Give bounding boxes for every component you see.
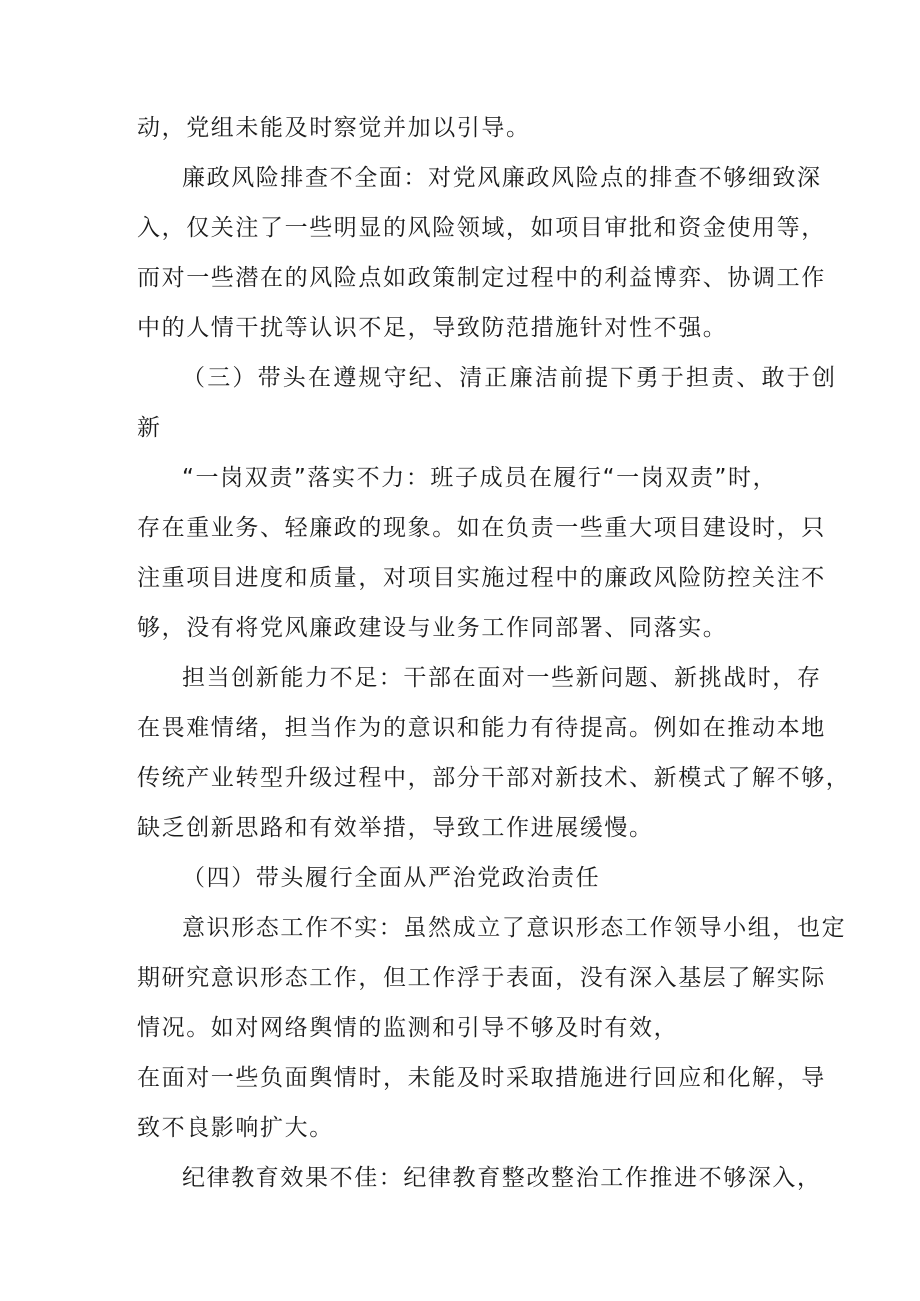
paragraph-line: “一岗双责”落实不力：班子成员在履行“一岗双责”时， bbox=[182, 465, 778, 491]
section-heading: （三）带头在遵规守纪、清正廉洁前提下勇于担责、敢于创 bbox=[182, 365, 838, 391]
paragraph-line: 在畏难情绪，担当作为的意识和能力有待提高。例如在推动本地 bbox=[137, 715, 826, 741]
paragraph-line: 存在重业务、轻廉政的现象。如在负责一些重大项目建设时，只 bbox=[137, 515, 826, 541]
paragraph-line: 传统产业转型升级过程中，部分干部对新技术、新模式了解不够， bbox=[137, 765, 851, 791]
section-heading-continuation: 新 bbox=[137, 415, 162, 441]
paragraph-line: 在面对一些负面舆情时，未能及时采取措施进行回应和化解，导 bbox=[137, 1065, 826, 1091]
paragraph-line: 中的人情干扰等认识不足，导致防范措施针对性不强。 bbox=[137, 315, 728, 341]
paragraph-line: 廉政风险排查不全面：对党风廉政风险点的排查不够细致深 bbox=[182, 165, 822, 191]
paragraph-line: 意识形态工作不实：虽然成立了意识形态工作领导小组，也定 bbox=[182, 915, 847, 941]
section-heading: （四）带头履行全面从严治党政治责任 bbox=[182, 865, 601, 891]
paragraph-line: 注重项目进度和质量，对项目实施过程中的廉政风险防控关注不 bbox=[137, 565, 826, 591]
paragraph-line: 情况。如对网络舆情的监测和引导不够及时有效， bbox=[137, 1015, 679, 1041]
paragraph-line: 够，没有将党风廉政建设与业务工作同部署、同落实。 bbox=[137, 615, 728, 641]
paragraph-line: 期研究意识形态工作，但工作浮于表面，没有深入基层了解实际 bbox=[137, 965, 826, 991]
paragraph-line: 担当创新能力不足：干部在面对一些新问题、新挑战时，存 bbox=[182, 665, 822, 691]
paragraph-line: 入，仅关注了一些明显的风险领域，如项目审批和资金使用等， bbox=[137, 215, 826, 241]
paragraph-line: 纪律教育效果不佳：纪律教育整改整治工作推进不够深入， bbox=[182, 1165, 822, 1191]
paragraph-line: 致不良影响扩大。 bbox=[137, 1115, 334, 1141]
paragraph-line: 缺乏创新思路和有效举措，导致工作进展缓慢。 bbox=[137, 815, 654, 841]
paragraph-line: 动，党组未能及时察觉并加以引导。 bbox=[137, 115, 531, 141]
paragraph-line: 而对一些潜在的风险点如政策制定过程中的利益博弈、协调工作 bbox=[137, 265, 826, 291]
